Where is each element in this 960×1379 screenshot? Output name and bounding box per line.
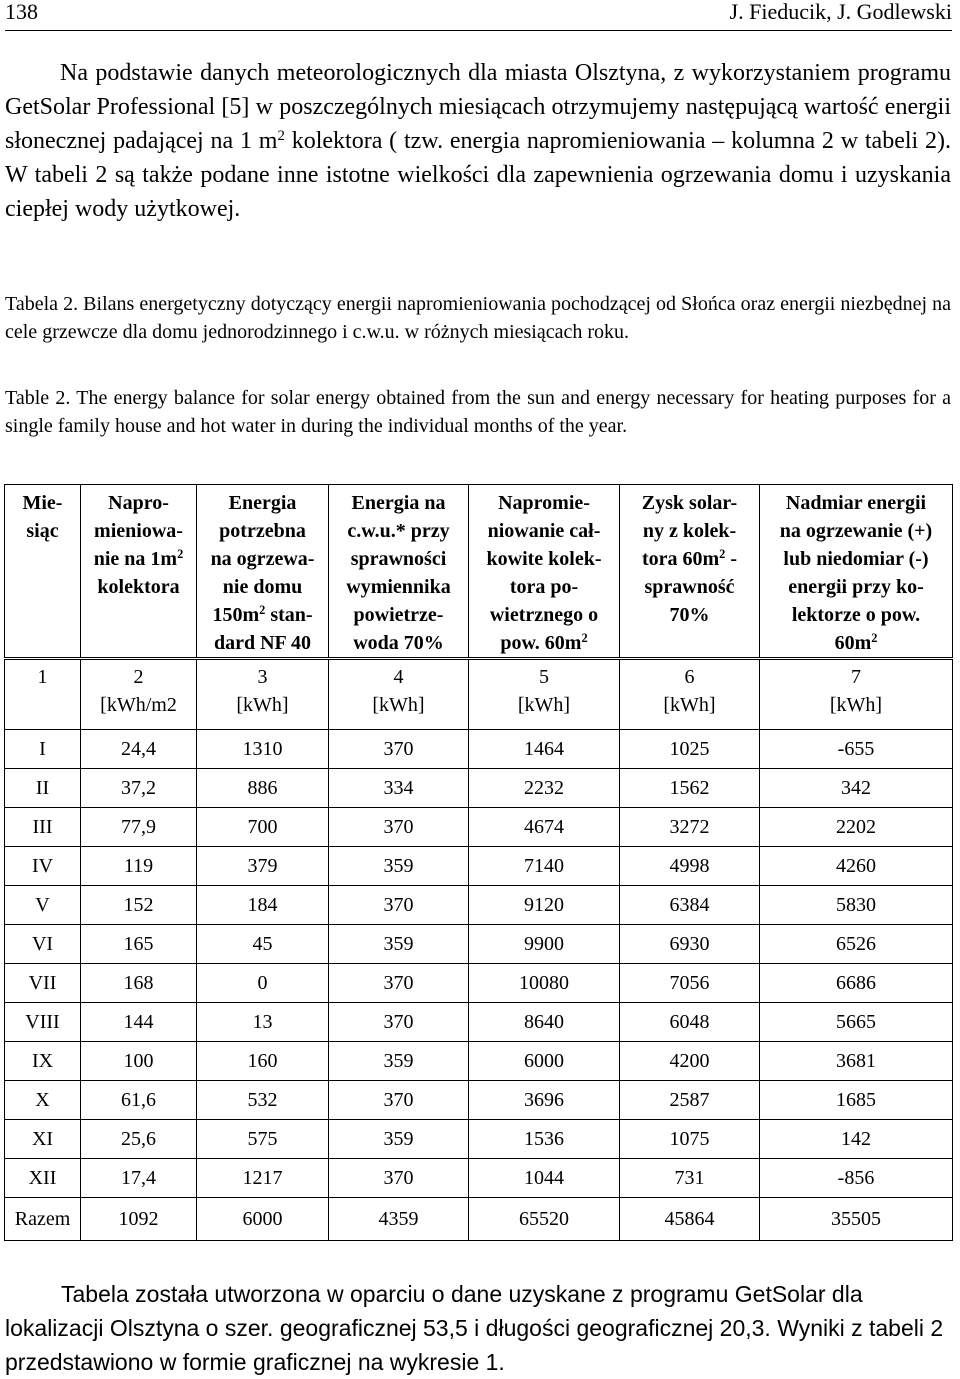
total-label: Razem: [5, 1198, 81, 1241]
table-cell: 3681: [760, 1042, 953, 1081]
table-row: [5, 769, 953, 808]
intro-superscript: 2: [277, 127, 285, 144]
energy-balance-table: [4, 484, 953, 1241]
total-cell: 4359: [329, 1198, 469, 1241]
total-cell: 65520: [469, 1198, 620, 1241]
table-row: [5, 886, 953, 925]
table-cell: 1025: [620, 730, 760, 769]
table-cell: 5665: [760, 1003, 953, 1042]
month-label: I: [5, 730, 81, 769]
table-cell: 4998: [620, 847, 760, 886]
table-caption-polish: Tabela 2. Bilans energetyczny dotyczący energii napromieniowania pochodzącej od Słońca oraz energii niezbędnej na cele grzewcze dla domu jednorodzinnego i c.w.u. w różnych miesiącach roku.: [5, 293, 951, 343]
table-cell: 370: [329, 964, 469, 1003]
table-cell: 6384: [620, 886, 760, 925]
table-cell: 359: [329, 847, 469, 886]
intro-text-2: kolektora ( tzw. energia napromieniowania – kolumna 2 w tabeli 2). W tabeli 2 są także podane inne istotne wielkości dla zapewnienia ogrzewania domu i uzyskania ciepłej wody użytkowej.: [5, 128, 951, 222]
table-cell: 359: [329, 925, 469, 964]
unit-cell: [kWh]: [620, 694, 760, 730]
month-label: V: [5, 886, 81, 925]
month-label: XII: [5, 1159, 81, 1198]
table-cell: 370: [329, 1003, 469, 1042]
table-row: [5, 1159, 953, 1198]
table-cell: 1536: [469, 1120, 620, 1159]
table-row: [5, 1003, 953, 1042]
column-number-row: [5, 659, 953, 695]
table-header-row: [5, 485, 953, 659]
month-label: II: [5, 769, 81, 808]
table-cell: 370: [329, 886, 469, 925]
table-cell: 6048: [620, 1003, 760, 1042]
table-cell: 575: [197, 1120, 329, 1159]
table-cell: 1685: [760, 1081, 953, 1120]
column-number: 1: [5, 659, 81, 695]
table-cell: 3696: [469, 1081, 620, 1120]
table-row: [5, 847, 953, 886]
header-heating-energy: Energia potrzebna na ogrzewa- nie domu $150m^2$ stan- dard NF 40: [197, 485, 329, 659]
table-cell: 342: [760, 769, 953, 808]
month-label: XI: [5, 1120, 81, 1159]
month-rows: [5, 730, 953, 1198]
table-cell: 13: [197, 1003, 329, 1042]
month-label: X: [5, 1081, 81, 1120]
column-number: 3: [197, 659, 329, 695]
table-row: [5, 1042, 953, 1081]
total-cell: 35505: [760, 1198, 953, 1241]
total-cell: 6000: [197, 1198, 329, 1241]
table-cell: 5830: [760, 886, 953, 925]
table-cell: 144: [81, 1003, 197, 1042]
table-cell: 160: [197, 1042, 329, 1081]
unit-cell: [kWh]: [469, 694, 620, 730]
table-cell: 6930: [620, 925, 760, 964]
table-cell: 4674: [469, 808, 620, 847]
column-number: 2: [81, 659, 197, 695]
unit-cell: [kWh/m2: [81, 694, 197, 730]
table-cell: 142: [760, 1120, 953, 1159]
intro-text-1: Na podstawie danych meteorologicznych dla miasta Olsztyna, z wykorzystaniem programu GetSolar Professional [5] w poszczególnych miesiącach otrzymujemy następującą wartość energii słonecznej padającej na 1 m: [5, 60, 951, 154]
unit-cell: [kWh]: [197, 694, 329, 730]
month-label: VIII: [5, 1003, 81, 1042]
table-cell: 184: [197, 886, 329, 925]
table-cell: 4200: [620, 1042, 760, 1081]
table-cell: 7140: [469, 847, 620, 886]
table-cell: 359: [329, 1042, 469, 1081]
header-surplus-deficit: Nadmiar energii na ogrzewanie (+) lub niedomiar (-) energii przy ko- lektorze o pow. $60m^2$: [760, 485, 953, 659]
month-label: VI: [5, 925, 81, 964]
table-cell: 1044: [469, 1159, 620, 1198]
table-cell: 2232: [469, 769, 620, 808]
table-caption-english: Table 2. The energy balance for solar energy obtained from the sun and energy necessary for heating purposes for a single family house and hot water in during the individual months of the year.: [5, 387, 951, 437]
table-cell: 6686: [760, 964, 953, 1003]
table-cell: 6000: [469, 1042, 620, 1081]
column-number: 4: [329, 659, 469, 695]
table-cell: 17,4: [81, 1159, 197, 1198]
table-cell: 9120: [469, 886, 620, 925]
total-row: [5, 1198, 953, 1241]
table-cell: 4260: [760, 847, 953, 886]
page-number: 138: [5, 0, 38, 24]
table-cell: 1217: [197, 1159, 329, 1198]
table-row: [5, 1081, 953, 1120]
table-cell: 731: [620, 1159, 760, 1198]
header-month: Mie- siąc: [5, 485, 81, 659]
month-label: IV: [5, 847, 81, 886]
table-cell: 370: [329, 1159, 469, 1198]
table-cell: 370: [329, 1081, 469, 1120]
table-row: [5, 1120, 953, 1159]
table-cell: 1562: [620, 769, 760, 808]
table-cell: 8640: [469, 1003, 620, 1042]
table-cell: 37,2: [81, 769, 197, 808]
table-cell: 1075: [620, 1120, 760, 1159]
table-cell: 119: [81, 847, 197, 886]
table-cell: 2587: [620, 1081, 760, 1120]
column-number: 7: [760, 659, 953, 695]
header-irradiation: Napro- mieniowa- nie na $1m^2$ kolektora: [81, 485, 197, 659]
table-row: [5, 808, 953, 847]
unit-cell: [5, 694, 81, 730]
total-cell: 1092: [81, 1198, 197, 1241]
units-row: [5, 694, 953, 730]
table-cell: 379: [197, 847, 329, 886]
table-cell: 9900: [469, 925, 620, 964]
table-cell: 6526: [760, 925, 953, 964]
header-hot-water-energy: Energia na c.w.u.* przy sprawności wymiennika powietrze- woda 70%: [329, 485, 469, 659]
table-cell: -856: [760, 1159, 953, 1198]
table-cell: 886: [197, 769, 329, 808]
table-cell: 7056: [620, 964, 760, 1003]
table-cell: 61,6: [81, 1081, 197, 1120]
table-cell: 165: [81, 925, 197, 964]
table-cell: 45: [197, 925, 329, 964]
table-cell: 3272: [620, 808, 760, 847]
unit-cell: [kWh]: [329, 694, 469, 730]
table-cell: 152: [81, 886, 197, 925]
header-solar-gain: Zysk solar- ny z kolek- tora $60m^2$ - sprawność 70%: [620, 485, 760, 659]
table-cell: 1310: [197, 730, 329, 769]
closing-text: Tabela została utworzona w oparciu o dane uzyskane z programu GetSolar dla lokalizacji Olsztyna o szer. geograficznej 53,5 i długości geograficznej 20,3. Wyniki z tabeli 2 przedstawiono w formie graficznej na wykresie 1.: [5, 1281, 944, 1375]
table-cell: 532: [197, 1081, 329, 1120]
month-label: IX: [5, 1042, 81, 1081]
unit-cell: [kWh]: [760, 694, 953, 730]
column-number: 5: [469, 659, 620, 695]
table-cell: -655: [760, 730, 953, 769]
table-cell: 25,6: [81, 1120, 197, 1159]
table-cell: 168: [81, 964, 197, 1003]
table-cell: 0: [197, 964, 329, 1003]
table-cell: 24,4: [81, 730, 197, 769]
table-cell: 370: [329, 808, 469, 847]
table-cell: 370: [329, 730, 469, 769]
month-label: VII: [5, 964, 81, 1003]
table-cell: 1464: [469, 730, 620, 769]
table-cell: 334: [329, 769, 469, 808]
table-row: [5, 730, 953, 769]
closing-paragraph: [5, 1277, 951, 1379]
table-row: [5, 925, 953, 964]
total-cell: 45864: [620, 1198, 760, 1241]
page-header: [5, 0, 952, 31]
header-total-irradiation: Napromie- niowanie cał- kowite kolek- tora po- wietrznego o pow. $60m^2$: [469, 485, 620, 659]
month-label: III: [5, 808, 81, 847]
running-head-authors: J. Fieducik, J. Godlewski: [729, 0, 952, 24]
table-cell: 2202: [760, 808, 953, 847]
intro-paragraph: [5, 56, 951, 226]
table-cell: 359: [329, 1120, 469, 1159]
column-number: 6: [620, 659, 760, 695]
table-row: [5, 964, 953, 1003]
table-cell: 700: [197, 808, 329, 847]
table-cell: 100: [81, 1042, 197, 1081]
table-cell: 10080: [469, 964, 620, 1003]
table-cell: 77,9: [81, 808, 197, 847]
